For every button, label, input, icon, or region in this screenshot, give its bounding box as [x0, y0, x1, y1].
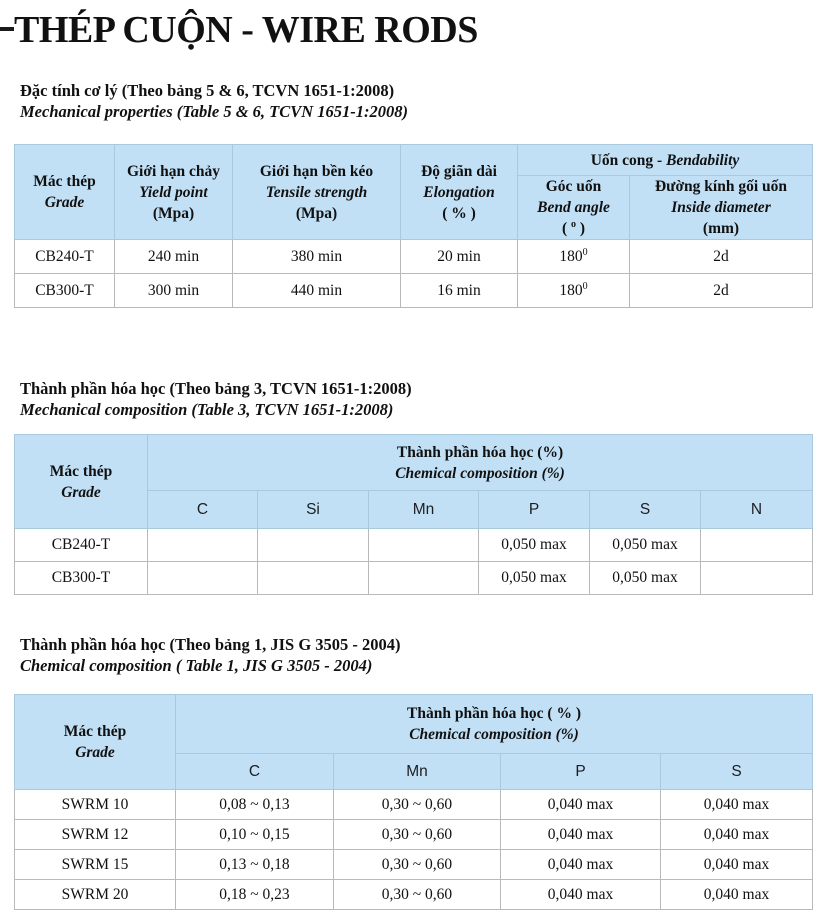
- cell-grade-text: SWRM 10: [61, 795, 129, 813]
- cell-c: [176, 790, 334, 820]
- title-text-vietnamese: THÉP CUỘN -: [14, 9, 262, 51]
- cell-grade-text: CB240-T: [35, 247, 94, 265]
- section-3-title-english: Chemical composition ( Table 1, JIS G 3505 - 2004): [20, 656, 373, 675]
- header-element-c: [148, 491, 258, 529]
- header-bendability-group: [518, 145, 813, 176]
- header-elongation: [401, 145, 518, 240]
- header-bend-angle: [518, 176, 630, 240]
- header-element-mn: [334, 754, 501, 790]
- cell-s-text: 0,050 max: [612, 569, 678, 586]
- cell-s-text: 0,050 max: [612, 536, 678, 553]
- header-element-mn: [369, 491, 479, 529]
- header-bendability-en: Bendability: [666, 151, 740, 169]
- header-bendability-vn: Uốn cong -: [590, 151, 667, 169]
- header-grade-vn: Mác thép: [63, 723, 127, 740]
- cell-s-text: 0,040 max: [703, 795, 770, 813]
- cell-tensile-text: 440 min: [290, 281, 343, 299]
- cell-c: [176, 880, 334, 910]
- header-bend-angle-unit: [518, 218, 629, 239]
- cell-p: [479, 529, 590, 562]
- cell-mn-text: 0,30 ~ 0,60: [381, 855, 453, 873]
- table-header-row-group: [15, 145, 813, 176]
- cell-mn: [369, 529, 479, 562]
- header-element-p: [479, 491, 590, 529]
- cell-yield: [115, 274, 233, 308]
- mechanical-properties-body: [15, 240, 813, 308]
- cell-grade: [15, 850, 176, 880]
- header-elongation-vn: Độ giãn dài: [421, 162, 497, 180]
- cell-mn: [334, 820, 501, 850]
- cell-p: [501, 820, 661, 850]
- header-grade-en: Grade: [44, 194, 85, 211]
- element-symbol: C: [196, 500, 209, 518]
- cell-grade: [15, 790, 176, 820]
- cell-tensile: [233, 274, 401, 308]
- element-symbol: C: [248, 762, 261, 780]
- element-symbol: N: [750, 500, 763, 518]
- table-row: [15, 240, 813, 274]
- element-symbol: S: [731, 762, 742, 780]
- cell-grade-text: CB300-T: [51, 569, 111, 586]
- section-1-title-vietnamese: Đặc tính cơ lý (Theo bảng 5 & 6, TCVN 1651-1:2008): [20, 81, 395, 100]
- cell-c-text: 0,13 ~ 0,18: [219, 855, 290, 873]
- header-composition-group: [148, 435, 813, 491]
- cell-grade: [15, 820, 176, 850]
- cell-si: [258, 529, 369, 562]
- section-heading-mechanical-properties: [20, 80, 408, 122]
- cell-bend-angle: [518, 240, 630, 274]
- table-row: [15, 274, 813, 308]
- cell-grade: [15, 880, 176, 910]
- header-composition-en: Chemical composition (%): [395, 464, 565, 482]
- header-composition-group: [176, 695, 813, 754]
- cell-p: [479, 562, 590, 595]
- element-symbol: P: [528, 500, 540, 518]
- header-grade: [15, 695, 176, 790]
- table-header-row-group: [15, 695, 813, 754]
- cell-grade-text: SWRM 15: [61, 855, 129, 873]
- degree-icon: o: [571, 218, 576, 230]
- element-symbol: Si: [306, 500, 320, 518]
- mechanical-properties-table: [14, 144, 813, 308]
- cell-s: [590, 562, 701, 595]
- chemical-composition-tcvn-body: [15, 529, 813, 595]
- section-heading-chemical-composition-jis: [20, 634, 401, 676]
- angle-unit-close: ): [576, 220, 586, 237]
- header-grade: [15, 145, 115, 240]
- cell-c: [176, 820, 334, 850]
- cell-inside-diameter-text: 2d: [713, 247, 729, 265]
- cell-yield-text: 240 min: [147, 247, 200, 265]
- section-1-title-english: Mechanical properties (Table 5 & 6, TCVN 1651-1:2008): [20, 102, 409, 121]
- header-yield-point: [115, 145, 233, 240]
- cell-c: [176, 850, 334, 880]
- bend-angle-value: 180: [559, 247, 583, 265]
- cell-inside-diameter: [630, 240, 813, 274]
- element-symbol: Mn: [412, 500, 435, 518]
- element-symbol: P: [575, 762, 586, 780]
- cell-grade: [15, 274, 115, 308]
- header-tensile-unit: (Mpa): [295, 204, 338, 222]
- cell-c-text: 0,10 ~ 0,15: [219, 825, 290, 843]
- cell-elongation-text: 16 min: [437, 281, 481, 299]
- cell-mn: [334, 880, 501, 910]
- cell-yield: [115, 240, 233, 274]
- element-symbol: S: [639, 500, 651, 518]
- cell-p: [501, 790, 661, 820]
- header-inside-diameter-unit: (mm): [702, 220, 740, 237]
- cell-tensile: [233, 240, 401, 274]
- header-composition-en: Chemical composition (%): [409, 726, 579, 743]
- cell-mn: [334, 850, 501, 880]
- page-title: [0, 8, 826, 56]
- cell-mn: [334, 790, 501, 820]
- header-tensile-vn: Giới hạn bền kéo: [259, 162, 374, 180]
- header-grade-vn: Mác thép: [49, 462, 113, 480]
- header-bend-angle-vn: Góc uốn: [545, 178, 602, 195]
- cell-grade-text: CB300-T: [35, 281, 94, 299]
- cell-tensile-text: 380 min: [290, 247, 343, 265]
- cell-p: [501, 880, 661, 910]
- table-row: [15, 820, 813, 850]
- header-element-c: [176, 754, 334, 790]
- header-yield-en: Yield point: [139, 183, 208, 201]
- cell-inside-diameter: [630, 274, 813, 308]
- bend-angle-value: 180: [559, 281, 583, 299]
- cell-bend-angle-text: [518, 281, 629, 301]
- section-heading-chemical-composition-tcvn: [20, 378, 412, 420]
- table-header-row-group: [15, 435, 813, 491]
- cell-p: [501, 850, 661, 880]
- cell-grade-text: SWRM 12: [61, 825, 129, 843]
- header-grade-vn: Mác thép: [33, 173, 96, 190]
- header-yield-unit: (Mpa): [152, 204, 195, 222]
- section-2-title-english: Mechanical composition (Table 3, TCVN 1651-1:2008): [20, 400, 394, 419]
- header-composition-vn: Thành phần hóa học ( % ): [407, 705, 582, 722]
- cell-mn-text: 0,30 ~ 0,60: [381, 825, 453, 843]
- cell-p-text: 0,040 max: [547, 885, 614, 903]
- header-grade-en: Grade: [75, 744, 115, 761]
- chemical-composition-jis-table: [14, 694, 813, 910]
- header-bendability-label: [518, 150, 812, 171]
- table-row: [15, 850, 813, 880]
- header-grade-en: Grade: [61, 483, 101, 501]
- header-bend-angle-en: Bend angle: [537, 199, 610, 216]
- cell-elongation: [401, 240, 518, 274]
- cell-grade: [15, 529, 148, 562]
- table-row: [15, 529, 813, 562]
- chemical-composition-jis-body: [15, 790, 813, 910]
- cell-elongation: [401, 274, 518, 308]
- cell-grade-text: SWRM 20: [61, 885, 129, 903]
- cell-s: [590, 529, 701, 562]
- cell-s-text: 0,040 max: [703, 855, 770, 873]
- cell-mn-text: 0,30 ~ 0,60: [381, 795, 453, 813]
- header-yield-vn: Giới hạn chảy: [127, 162, 220, 180]
- header-element-si: [258, 491, 369, 529]
- cell-yield-text: 300 min: [147, 281, 200, 299]
- cell-s: [661, 880, 813, 910]
- cell-si: [258, 562, 369, 595]
- table-row: [15, 880, 813, 910]
- header-element-s: [661, 754, 813, 790]
- header-elongation-en: Elongation: [423, 183, 495, 201]
- cell-s: [661, 820, 813, 850]
- header-tensile-strength: [233, 145, 401, 240]
- header-element-n: [701, 491, 813, 529]
- cell-p-text: 0,040 max: [547, 855, 614, 873]
- cell-c: [148, 529, 258, 562]
- header-inside-diameter-vn: Đường kính gối uốn: [654, 178, 788, 195]
- cell-mn-text: 0,30 ~ 0,60: [381, 885, 453, 903]
- cell-p-text: 0,050 max: [501, 536, 567, 553]
- cell-c: [148, 562, 258, 595]
- header-elongation-unit: ( % ): [442, 204, 476, 222]
- cell-p-text: 0,050 max: [501, 569, 567, 586]
- cell-s-text: 0,040 max: [703, 885, 770, 903]
- cell-bend-angle: [518, 274, 630, 308]
- cell-n: [701, 529, 813, 562]
- header-inside-diameter: [630, 176, 813, 240]
- cell-grade-text: CB240-T: [51, 536, 111, 553]
- degree-icon: 0: [582, 280, 588, 292]
- cell-c-text: 0,08 ~ 0,13: [219, 795, 290, 813]
- table-row: [15, 562, 813, 595]
- title-text-english: WIRE RODS: [261, 9, 478, 51]
- header-grade: [15, 435, 148, 529]
- cell-n: [701, 562, 813, 595]
- cell-elongation-text: 20 min: [437, 247, 481, 265]
- cell-c-text: 0,18 ~ 0,23: [219, 885, 290, 903]
- chemical-composition-tcvn-table: [14, 434, 813, 595]
- table-row: [15, 790, 813, 820]
- cell-grade: [15, 240, 115, 274]
- header-element-p: [501, 754, 661, 790]
- header-composition-vn: Thành phần hóa học (%): [396, 443, 564, 461]
- cell-s: [661, 790, 813, 820]
- header-inside-diameter-en: Inside diameter: [671, 199, 771, 216]
- title-leading-dash: [0, 27, 14, 31]
- cell-mn: [369, 562, 479, 595]
- cell-bend-angle-text: [518, 247, 629, 267]
- cell-inside-diameter-text: 2d: [713, 281, 729, 299]
- section-2-title-vietnamese: Thành phần hóa học (Theo bảng 3, TCVN 1651-1:2008): [20, 379, 412, 398]
- section-3-title-vietnamese: Thành phần hóa học (Theo bảng 1, JIS G 3505 - 2004): [20, 635, 401, 654]
- cell-grade: [15, 562, 148, 595]
- angle-unit-open: (: [561, 220, 571, 237]
- degree-icon: 0: [582, 246, 588, 258]
- cell-p-text: 0,040 max: [547, 825, 614, 843]
- element-symbol: Mn: [406, 762, 428, 780]
- cell-s-text: 0,040 max: [703, 825, 770, 843]
- cell-s: [661, 850, 813, 880]
- cell-p-text: 0,040 max: [547, 795, 614, 813]
- header-element-s: [590, 491, 701, 529]
- header-tensile-en: Tensile strength: [265, 183, 368, 201]
